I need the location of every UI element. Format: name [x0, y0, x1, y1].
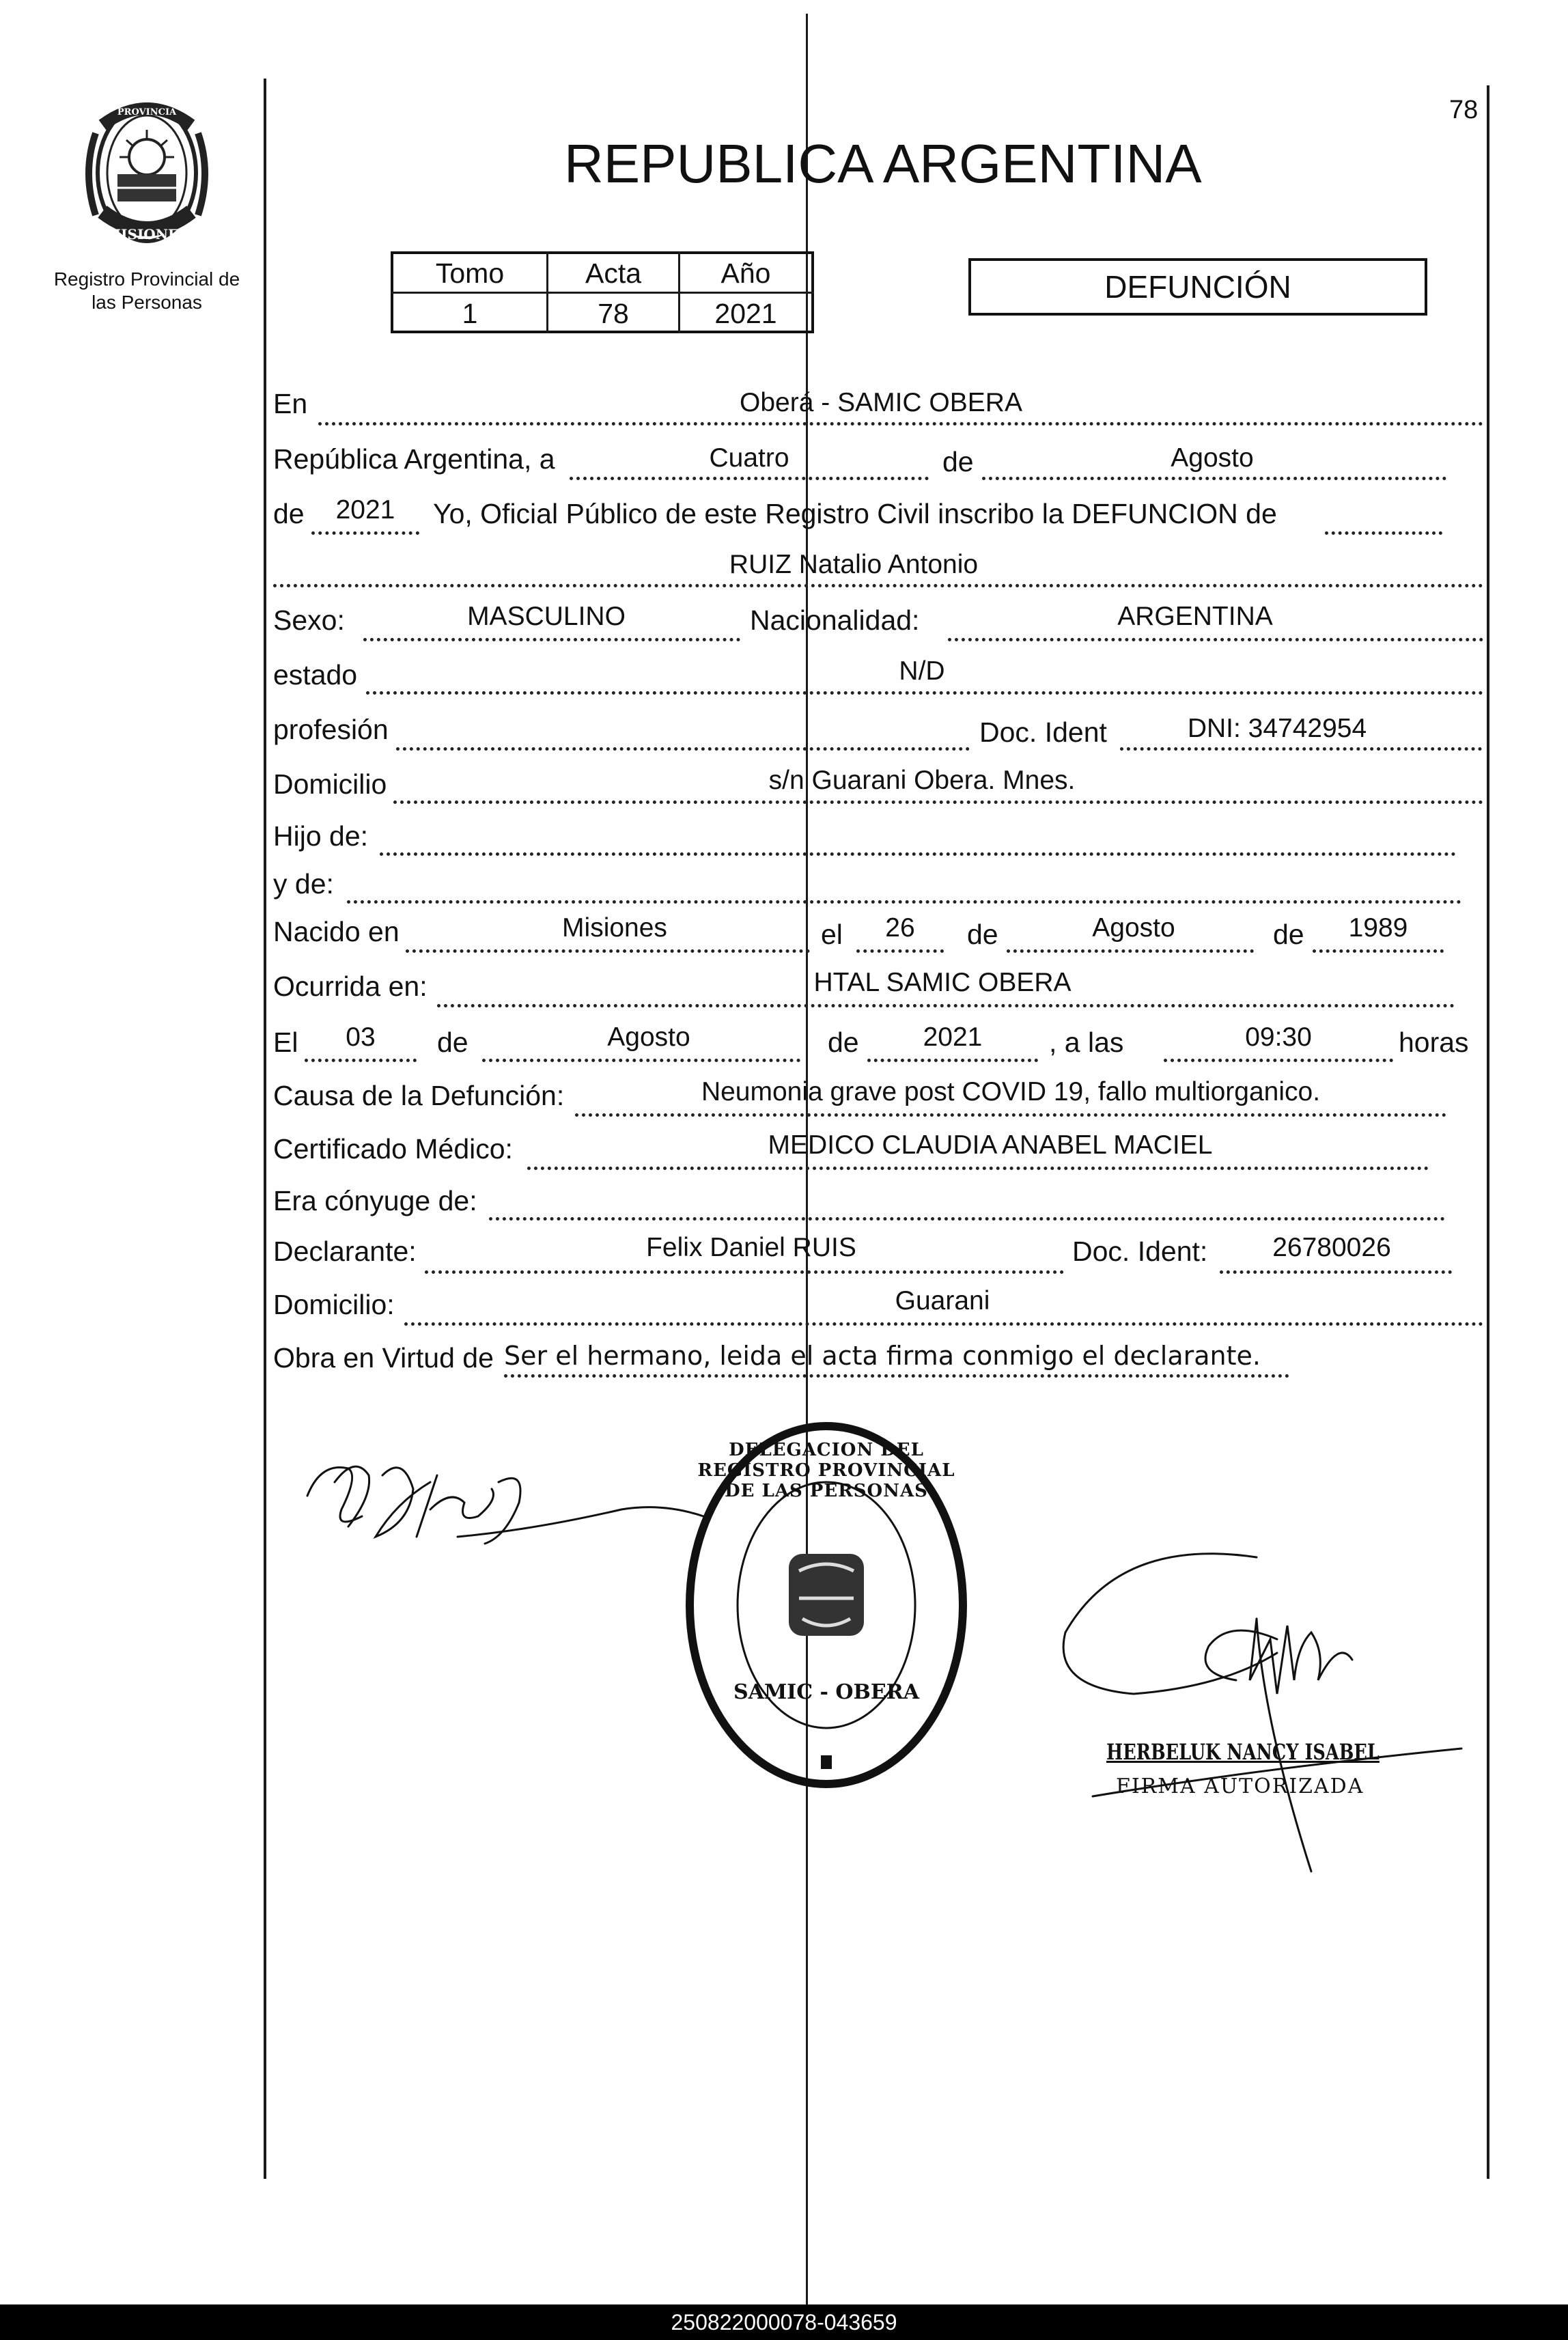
- label-certificado: Certificado Médico:: [273, 1133, 513, 1165]
- dots-doc-ident: [1120, 747, 1482, 751]
- value-causa: Neumonia grave post COVID 19, fallo multiorganico.: [701, 1077, 1321, 1106]
- emblem-top-text: PROVINCIA DE: [117, 107, 177, 128]
- label-el: el: [821, 919, 843, 950]
- dots-def-anio: [867, 1059, 1038, 1062]
- registry-emblem: [75, 92, 219, 253]
- value-declarante-domicilio: Guarani: [895, 1286, 990, 1315]
- page-number: 78: [1449, 96, 1479, 124]
- label-estado: estado: [273, 659, 358, 691]
- dots-lugar: [318, 422, 1483, 426]
- label-en: En: [273, 388, 308, 419]
- footer-code: 250822000078-043659: [671, 2310, 897, 2335]
- signature-caption: FIRMA AUTORIZADA: [1116, 1774, 1364, 1798]
- value-nac-anio: 1989: [1348, 913, 1408, 943]
- label-de-4: de: [1273, 919, 1304, 950]
- label-horas: horas: [1399, 1027, 1469, 1058]
- emblem-bottom-text: MISIONES: [106, 226, 188, 242]
- dots-nac-dia: [856, 949, 944, 953]
- label-domicilio: Domicilio: [273, 768, 387, 800]
- record-type-box: [968, 258, 1427, 316]
- label-de-5: de: [437, 1027, 468, 1058]
- record-type: DEFUNCIÓN: [1104, 269, 1291, 305]
- label-y-de: y de:: [273, 868, 334, 900]
- label-profesion: profesión: [273, 714, 389, 745]
- value-lugar: Oberá - SAMIC OBERA: [740, 388, 1022, 417]
- registry-line-2: las Personas: [92, 292, 202, 313]
- record-value-acta: 78: [598, 298, 629, 329]
- right-margin-line: [1487, 85, 1489, 2179]
- dots-anio: [311, 531, 419, 535]
- dots-dia: [570, 477, 929, 480]
- dots-declarante: [425, 1270, 1064, 1274]
- dots-estado: [366, 691, 1483, 695]
- value-nac-dia: 26: [885, 913, 915, 943]
- dots-causa: [575, 1113, 1446, 1117]
- dots-y-de: [347, 900, 1461, 904]
- dots-hijo-de: [380, 852, 1456, 856]
- dots-nac-anio: [1313, 949, 1444, 953]
- dots-nombre: [273, 584, 1483, 587]
- value-nac-mes: Agosto: [1092, 913, 1175, 943]
- dots-obra: [504, 1374, 1289, 1378]
- label-nacido-en: Nacido en: [273, 916, 400, 947]
- label-nacionalidad: Nacionalidad:: [750, 604, 920, 636]
- value-declarante-doc: 26780026: [1272, 1233, 1391, 1262]
- label-hijo-de: Hijo de:: [273, 820, 369, 852]
- dots-nac-mes: [1007, 949, 1254, 953]
- footer-bar: [0, 2304, 1568, 2340]
- value-nacionalidad: ARGENTINA: [1117, 602, 1273, 631]
- label-ocurrida-en: Ocurrida en:: [273, 971, 428, 1002]
- dots-declarante-domicilio: [404, 1322, 1483, 1326]
- label-domicilio-2: Domicilio:: [273, 1289, 395, 1320]
- record-header-acta: Acta: [585, 257, 642, 289]
- value-ocurrida-en: HTAL SAMIC OBERA: [813, 968, 1072, 997]
- authorized-signature-icon: [1052, 1544, 1475, 1885]
- value-nombre: RUIZ Natalio Antonio: [729, 550, 979, 579]
- declarant-signature: [294, 1434, 731, 1571]
- record-value-anio: 2021: [714, 298, 777, 329]
- value-mes: Agosto: [1171, 443, 1254, 473]
- label-causa: Causa de la Defunción:: [273, 1080, 565, 1111]
- dots-nacido-en: [406, 949, 810, 953]
- value-sexo: MASCULINO: [467, 602, 626, 631]
- label-declarante: Declarante:: [273, 1236, 417, 1267]
- dots-def-mes: [482, 1059, 800, 1062]
- value-dia-letras: Cuatro: [709, 443, 789, 473]
- left-margin-line: [264, 79, 266, 2179]
- record-value-tomo: 1: [462, 298, 478, 329]
- registry-name: [27, 268, 266, 314]
- label-doc-ident: Doc. Ident: [979, 716, 1107, 748]
- stamp-outer-text: DELEGACION DEL REGISTRO PROVINCIAL DE LAS PERSONAS: [697, 1440, 955, 1501]
- value-certificado: MEDICO CLAUDIA ANABEL MACIEL: [768, 1130, 1213, 1160]
- authorized-signature: [1052, 1544, 1475, 1885]
- scan-fold-line: [806, 14, 808, 2340]
- dots-nacionalidad: [948, 638, 1483, 641]
- record-header-tomo: Tomo: [435, 257, 505, 289]
- signatory-name: HERBELUK NANCY ISABEL: [1106, 1739, 1380, 1765]
- label-yo: Yo, Oficial Público de este Registro Civil inscribo la DEFUNCION de: [433, 498, 1277, 529]
- dots-ocurrida-en: [437, 1004, 1455, 1007]
- signature-icon: [294, 1434, 731, 1571]
- label-republica: República Argentina, a: [273, 443, 555, 475]
- value-declarante: Felix Daniel RUIS: [646, 1233, 856, 1262]
- label-sexo: Sexo:: [273, 604, 345, 636]
- value-def-hora: 09:30: [1245, 1022, 1312, 1052]
- stamp-inner-text: SAMIC - OBERA: [733, 1680, 919, 1704]
- dots-def-dia: [305, 1059, 417, 1062]
- label-de-6: de: [828, 1027, 859, 1058]
- label-obra: Obra en Virtud de: [273, 1342, 494, 1374]
- value-obra: Ser el hermano, leida el acta firma conmigo el declarante.: [504, 1341, 1261, 1371]
- registry-line-1: Registro Provincial de: [53, 268, 240, 290]
- dots-mes: [982, 477, 1446, 480]
- record-header-anio: Año: [720, 257, 771, 289]
- value-estado: N/D: [899, 656, 945, 686]
- page-title: REPUBLICA ARGENTINA: [564, 133, 1202, 194]
- value-anio: 2021: [335, 495, 395, 525]
- dots-domicilio: [393, 800, 1483, 804]
- label-de-2: de: [273, 498, 305, 529]
- label-el-cap: El: [273, 1027, 298, 1058]
- dots-certificado: [527, 1167, 1429, 1170]
- value-def-mes: Agosto: [607, 1022, 690, 1052]
- dots-yo-end: [1325, 531, 1442, 535]
- value-def-anio: 2021: [923, 1022, 983, 1052]
- value-domicilio: s/n Guarani Obera. Mnes.: [768, 766, 1076, 795]
- label-de-1: de: [942, 446, 974, 477]
- label-doc-ident-2: Doc. Ident:: [1072, 1236, 1208, 1267]
- value-doc-ident: DNI: 34742954: [1187, 714, 1367, 743]
- dots-conyuge: [489, 1217, 1445, 1221]
- dots-profesion: [396, 747, 970, 751]
- dots-def-hora: [1164, 1059, 1393, 1062]
- label-a-las: , a las: [1049, 1027, 1124, 1058]
- dots-sexo: [363, 638, 740, 641]
- dots-declarante-doc: [1220, 1270, 1452, 1274]
- label-de-3: de: [967, 919, 998, 950]
- value-def-dia: 03: [346, 1022, 376, 1052]
- label-conyuge: Era cónyuge de:: [273, 1185, 477, 1216]
- official-stamp: [676, 1414, 977, 1796]
- value-nacido-en: Misiones: [562, 913, 667, 943]
